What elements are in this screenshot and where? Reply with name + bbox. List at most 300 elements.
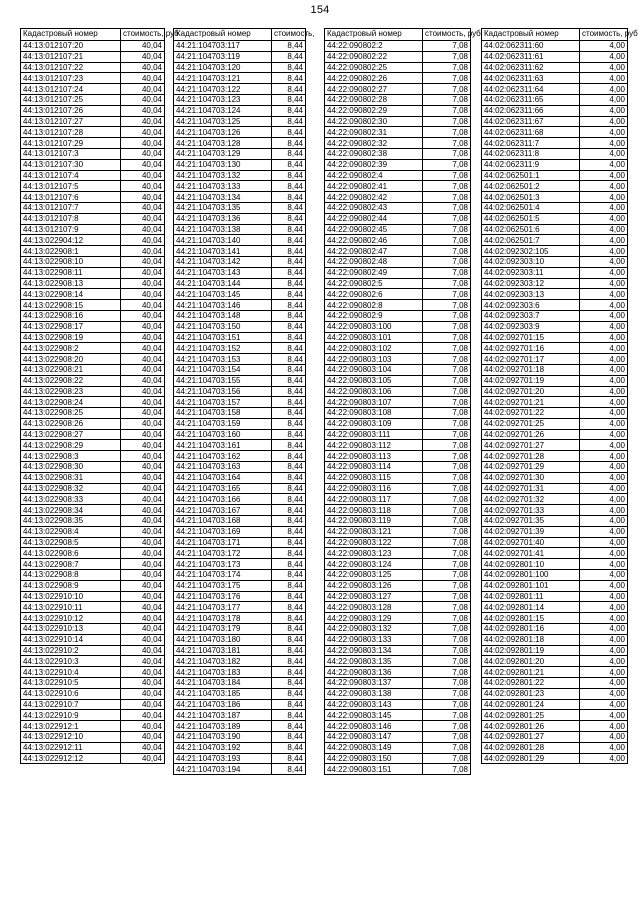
cost-cell: 40,04	[121, 138, 165, 149]
cost-cell: 4,00	[580, 278, 628, 289]
table-row	[21, 386, 165, 397]
table-row	[174, 570, 306, 581]
table-row	[174, 710, 306, 721]
cost-cell: 7,08	[423, 213, 471, 224]
cost-cell: 7,08	[423, 278, 471, 289]
table-row	[482, 278, 628, 289]
table-row	[21, 732, 165, 743]
table-row	[174, 472, 306, 483]
cost-cell: 7,08	[423, 62, 471, 73]
cadastral-number-cell: 44:13:022908:21	[21, 364, 121, 375]
table-row	[482, 170, 628, 181]
cadastral-number-cell: 44:13:022908:17	[21, 321, 121, 332]
table-row	[325, 591, 471, 602]
cadastral-number-cell: 44:21:104703:194	[174, 764, 272, 775]
cost-cell: 7,08	[423, 505, 471, 516]
cost-cell: 7,08	[423, 181, 471, 192]
table-row	[482, 462, 628, 473]
cadastral-number-cell: 44:22:090802:6	[325, 289, 423, 300]
table-row	[325, 721, 471, 732]
cost-cell: 4,00	[580, 472, 628, 483]
table-row	[21, 537, 165, 548]
table-row	[21, 678, 165, 689]
table-row	[174, 678, 306, 689]
table-row	[21, 505, 165, 516]
cost-cell: 40,04	[121, 418, 165, 429]
cadastral-number-cell: 44:13:022908:23	[21, 386, 121, 397]
table-row	[21, 321, 165, 332]
cadastral-number-cell: 44:22:090803:106	[325, 386, 423, 397]
cost-cell: 7,08	[423, 246, 471, 257]
cadastral-number-cell: 44:21:104703:193	[174, 753, 272, 764]
cadastral-number-cell: 44:13:012107:22	[21, 62, 121, 73]
cost-cell: 7,08	[423, 645, 471, 656]
cost-cell: 7,08	[423, 602, 471, 613]
cost-cell: 7,08	[423, 526, 471, 537]
table-row	[174, 732, 306, 743]
cadastral-number-cell: 44:02:092801:10	[482, 559, 580, 570]
cost-cell: 40,04	[121, 721, 165, 732]
cadastral-number-cell: 44:02:092801:11	[482, 591, 580, 602]
cadastral-number-cell: 44:21:104703:142	[174, 256, 272, 267]
table-row	[482, 505, 628, 516]
cost-cell: 8,44	[272, 343, 306, 354]
cadastral-number-cell: 44:21:104703:183	[174, 667, 272, 678]
table-row	[21, 375, 165, 386]
table-row	[482, 429, 628, 440]
cadastral-number-cell: 44:21:104703:182	[174, 656, 272, 667]
table-row	[21, 753, 165, 764]
cost-cell: 4,00	[580, 699, 628, 710]
cost-cell: 7,08	[423, 613, 471, 624]
cadastral-number-cell: 44:22:090803:136	[325, 667, 423, 678]
cost-cell: 7,08	[423, 667, 471, 678]
cost-cell: 4,00	[580, 62, 628, 73]
cost-cell: 8,44	[272, 235, 306, 246]
table-row	[174, 73, 306, 84]
cost-cell: 8,44	[272, 472, 306, 483]
cadastral-number-cell: 44:13:012107:24	[21, 84, 121, 95]
table-row	[21, 548, 165, 559]
cost-cell: 8,44	[272, 721, 306, 732]
cost-cell: 40,04	[121, 148, 165, 159]
cost-cell: 8,44	[272, 678, 306, 689]
table-row	[325, 170, 471, 181]
cost-cell: 8,44	[272, 764, 306, 775]
table-row	[21, 235, 165, 246]
table-row	[174, 559, 306, 570]
cadastral-number-cell: 44:21:104703:159	[174, 418, 272, 429]
table-row	[325, 710, 471, 721]
table-row	[482, 354, 628, 365]
cadastral-number-cell: 44:21:104703:153	[174, 354, 272, 365]
cost-cell: 7,08	[423, 418, 471, 429]
cadastral-number-cell: 44:02:092701:19	[482, 375, 580, 386]
table-row	[174, 753, 306, 764]
table-row	[482, 451, 628, 462]
cost-cell: 7,08	[423, 634, 471, 645]
cadastral-number-cell: 44:22:090803:126	[325, 580, 423, 591]
cadastral-number-cell: 44:22:090802:41	[325, 181, 423, 192]
cadastral-number-cell: 44:13:012107:9	[21, 224, 121, 235]
cost-cell: 40,04	[121, 332, 165, 343]
cadastral-number-cell: 44:13:022910:10	[21, 591, 121, 602]
cost-cell: 8,44	[272, 688, 306, 699]
cadastral-number-cell: 44:22:090803:128	[325, 602, 423, 613]
table-row	[325, 526, 471, 537]
cost-cell: 7,08	[423, 516, 471, 527]
table-row	[325, 516, 471, 527]
table-row	[174, 127, 306, 138]
table-row	[325, 116, 471, 127]
cost-cell: 7,08	[423, 289, 471, 300]
cost-cell: 8,44	[272, 451, 306, 462]
cadastral-number-cell: 44:22:090803:103	[325, 354, 423, 365]
table-row	[482, 613, 628, 624]
table-row	[21, 440, 165, 451]
cadastral-number-cell: 44:21:104703:135	[174, 202, 272, 213]
cadastral-number-cell: 44:21:104703:180	[174, 634, 272, 645]
cadastral-number-cell: 44:13:022908:24	[21, 397, 121, 408]
cadastral-number-cell: 44:02:092701:32	[482, 494, 580, 505]
table-row	[482, 192, 628, 203]
cost-cell: 8,44	[272, 645, 306, 656]
cost-cell: 4,00	[580, 235, 628, 246]
cost-cell: 4,00	[580, 170, 628, 181]
table-row	[21, 591, 165, 602]
table-row	[325, 699, 471, 710]
table-row	[482, 310, 628, 321]
cost-cell: 40,04	[121, 375, 165, 386]
cadastral-number-cell: 44:21:104703:146	[174, 300, 272, 311]
cadastral-number-cell: 44:02:092701:28	[482, 451, 580, 462]
table-row	[21, 202, 165, 213]
table-row	[482, 397, 628, 408]
cadastral-number-cell: 44:21:104703:161	[174, 440, 272, 451]
cost-cell: 7,08	[423, 408, 471, 419]
table-row	[325, 138, 471, 149]
cadastral-number-cell: 44:22:090802:8	[325, 300, 423, 311]
cadastral-number-cell: 44:22:090803:146	[325, 721, 423, 732]
table-row	[325, 94, 471, 105]
table-row	[325, 278, 471, 289]
cadastral-number-cell: 44:02:092701:21	[482, 397, 580, 408]
cost-cell: 8,44	[272, 300, 306, 311]
cost-cell: 40,04	[121, 397, 165, 408]
cadastral-number-cell: 44:02:092303:12	[482, 278, 580, 289]
cost-cell: 40,04	[121, 548, 165, 559]
cadastral-number-cell: 44:21:104703:148	[174, 310, 272, 321]
cost-cell: 7,08	[423, 235, 471, 246]
cadastral-number-cell: 44:21:104703:155	[174, 375, 272, 386]
table-row	[325, 732, 471, 743]
cadastral-number-cell: 44:02:062311:7	[482, 138, 580, 149]
cost-cell: 40,04	[121, 645, 165, 656]
cost-cell: 7,08	[423, 548, 471, 559]
table-row	[174, 418, 306, 429]
cadastral-number-cell: 44:13:022910:14	[21, 634, 121, 645]
cost-cell: 4,00	[580, 256, 628, 267]
cadastral-number-cell: 44:21:104703:144	[174, 278, 272, 289]
table-row	[21, 300, 165, 311]
cost-cell: 4,00	[580, 559, 628, 570]
cost-cell: 4,00	[580, 591, 628, 602]
cadastral-number-cell: 44:13:022908:13	[21, 278, 121, 289]
table-row	[21, 602, 165, 613]
table-row	[482, 202, 628, 213]
cadastral-number-cell: 44:02:092801:101	[482, 580, 580, 591]
cadastral-number-cell: 44:13:022908:8	[21, 570, 121, 581]
cadastral-number-cell: 44:02:092801:22	[482, 678, 580, 689]
cost-cell: 7,08	[423, 732, 471, 743]
table-row	[325, 472, 471, 483]
table-row	[174, 440, 306, 451]
cadastral-number-cell: 44:02:092302:105	[482, 246, 580, 257]
table-row	[325, 494, 471, 505]
cost-cell: 4,00	[580, 505, 628, 516]
table-row	[21, 483, 165, 494]
cost-cell: 8,44	[272, 699, 306, 710]
cadastral-number-cell: 44:22:090802:5	[325, 278, 423, 289]
cost-cell: 40,04	[121, 613, 165, 624]
cost-cell: 7,08	[423, 494, 471, 505]
cadastral-number-cell: 44:02:092801:14	[482, 602, 580, 613]
cost-cell: 4,00	[580, 148, 628, 159]
table-row	[325, 429, 471, 440]
cadastral-number-cell: 44:02:092701:18	[482, 364, 580, 375]
table-row	[325, 354, 471, 365]
table-row	[21, 41, 165, 52]
cadastral-number-cell: 44:22:090802:29	[325, 105, 423, 116]
table-row	[325, 451, 471, 462]
cadastral-number-cell: 44:21:104703:167	[174, 505, 272, 516]
cadastral-number-cell: 44:22:090802:44	[325, 213, 423, 224]
table-row	[482, 105, 628, 116]
table-row	[174, 343, 306, 354]
table-row	[325, 397, 471, 408]
table-row	[482, 753, 628, 764]
cadastral-number-cell: 44:22:090803:151	[325, 764, 423, 775]
cost-cell: 7,08	[423, 451, 471, 462]
table-row	[482, 138, 628, 149]
table-row	[21, 116, 165, 127]
cost-cell: 4,00	[580, 418, 628, 429]
cost-cell: 4,00	[580, 570, 628, 581]
cost-cell: 40,04	[121, 278, 165, 289]
cost-cell: 4,00	[580, 105, 628, 116]
cadastral-number-cell: 44:22:090803:113	[325, 451, 423, 462]
table-row	[325, 224, 471, 235]
cadastral-number-cell: 44:21:104703:132	[174, 170, 272, 181]
table-row	[325, 742, 471, 753]
cost-cell: 40,04	[121, 310, 165, 321]
cost-cell: 4,00	[580, 375, 628, 386]
cost-cell: 8,44	[272, 321, 306, 332]
cadastral-number-cell: 44:22:090803:133	[325, 634, 423, 645]
cost-cell: 4,00	[580, 267, 628, 278]
table-row	[325, 148, 471, 159]
table-row	[21, 73, 165, 84]
cost-cell: 40,04	[121, 688, 165, 699]
cadastral-number-cell: 44:02:092303:13	[482, 289, 580, 300]
cadastral-number-cell: 44:21:104703:190	[174, 732, 272, 743]
cadastral-number-cell: 44:21:104703:158	[174, 408, 272, 419]
cadastral-number-cell: 44:02:062501:5	[482, 213, 580, 224]
cost-cell: 40,04	[121, 170, 165, 181]
cost-cell: 40,04	[121, 570, 165, 581]
cost-cell: 7,08	[423, 462, 471, 473]
cost-cell: 4,00	[580, 537, 628, 548]
table-row	[482, 656, 628, 667]
cadastral-number-cell: 44:13:022908:9	[21, 580, 121, 591]
cost-cell: 8,44	[272, 418, 306, 429]
cost-cell: 8,44	[272, 148, 306, 159]
table-row	[21, 224, 165, 235]
cadastral-number-cell: 44:21:104703:160	[174, 429, 272, 440]
table-row	[482, 559, 628, 570]
cost-cell: 40,04	[121, 678, 165, 689]
table-row	[21, 397, 165, 408]
cadastral-number-cell: 44:02:062501:4	[482, 202, 580, 213]
cadastral-number-cell: 44:02:092801:27	[482, 732, 580, 743]
table-row	[174, 62, 306, 73]
cost-cell: 4,00	[580, 41, 628, 52]
cost-cell: 4,00	[580, 688, 628, 699]
cost-cell: 4,00	[580, 224, 628, 235]
cost-cell: 7,08	[423, 537, 471, 548]
table-row	[482, 591, 628, 602]
cost-cell: 8,44	[272, 310, 306, 321]
cost-cell: 40,04	[121, 321, 165, 332]
cadastral-number-cell: 44:02:062311:66	[482, 105, 580, 116]
cadastral-number-cell: 44:02:092701:40	[482, 537, 580, 548]
cadastral-number-cell: 44:22:090802:32	[325, 138, 423, 149]
cadastral-number-cell: 44:02:092801:26	[482, 721, 580, 732]
cadastral-number-cell: 44:02:092701:22	[482, 408, 580, 419]
table-row	[482, 494, 628, 505]
cost-cell: 40,04	[121, 429, 165, 440]
table-row	[174, 613, 306, 624]
cost-cell: 7,08	[423, 94, 471, 105]
table-row	[21, 148, 165, 159]
cadastral-number-cell: 44:22:090803:129	[325, 613, 423, 624]
cadastral-number-cell: 44:13:012107:25	[21, 94, 121, 105]
table-row	[325, 386, 471, 397]
table-row	[21, 246, 165, 257]
cadastral-number-cell: 44:22:090802:48	[325, 256, 423, 267]
cost-cell: 7,08	[423, 51, 471, 62]
cost-cell: 7,08	[423, 321, 471, 332]
cadastral-number-cell: 44:13:022908:35	[21, 516, 121, 527]
cost-cell: 4,00	[580, 343, 628, 354]
table-row	[21, 494, 165, 505]
cost-cell: 4,00	[580, 192, 628, 203]
cadastral-number-cell: 44:13:022910:3	[21, 656, 121, 667]
cost-cell: 4,00	[580, 213, 628, 224]
cadastral-number-cell: 44:21:104703:181	[174, 645, 272, 656]
cadastral-number-cell: 44:02:062311:63	[482, 73, 580, 84]
cadastral-number-cell: 44:22:090803:138	[325, 688, 423, 699]
table-row	[325, 570, 471, 581]
table-row	[174, 451, 306, 462]
cost-cell: 8,44	[272, 602, 306, 613]
table-row	[21, 472, 165, 483]
table-row	[325, 159, 471, 170]
cadastral-number-cell: 44:02:092701:25	[482, 418, 580, 429]
table-row	[174, 84, 306, 95]
table-row	[174, 386, 306, 397]
table-row	[482, 699, 628, 710]
cost-cell: 40,04	[121, 94, 165, 105]
cost-cell: 7,08	[423, 624, 471, 635]
page-number: 154	[310, 4, 330, 16]
cost-cell: 40,04	[121, 440, 165, 451]
cost-cell: 8,44	[272, 246, 306, 257]
cadastral-number-cell: 44:02:062311:8	[482, 148, 580, 159]
cadastral-number-cell: 44:13:022908:22	[21, 375, 121, 386]
cadastral-number-cell: 44:21:104703:128	[174, 138, 272, 149]
cost-cell: 8,44	[272, 289, 306, 300]
cadastral-number-cell: 44:13:012107:20	[21, 41, 121, 52]
cadastral-number-cell: 44:02:062501:1	[482, 170, 580, 181]
table-row	[482, 526, 628, 537]
table-row	[21, 408, 165, 419]
cadastral-number-cell: 44:02:092801:24	[482, 699, 580, 710]
cost-cell: 8,44	[272, 440, 306, 451]
cost-cell: 8,44	[272, 753, 306, 764]
table-row	[174, 148, 306, 159]
cadastral-number-cell: 44:02:092801:16	[482, 624, 580, 635]
cadastral-number-cell: 44:13:022908:5	[21, 537, 121, 548]
cadastral-number-cell: 44:02:092701:17	[482, 354, 580, 365]
cost-cell: 8,44	[272, 656, 306, 667]
cost-cell: 4,00	[580, 656, 628, 667]
table-row	[21, 429, 165, 440]
cadastral-number-cell: 44:22:090802:30	[325, 116, 423, 127]
table-row	[174, 105, 306, 116]
cadastral-number-cell: 44:13:022910:2	[21, 645, 121, 656]
table-row	[325, 84, 471, 95]
cost-cell: 8,44	[272, 159, 306, 170]
cadastral-number-cell: 44:02:092701:39	[482, 526, 580, 537]
cadastral-number-cell: 44:13:022908:16	[21, 310, 121, 321]
table-row	[21, 138, 165, 149]
cost-cell: 4,00	[580, 613, 628, 624]
cost-cell: 7,08	[423, 721, 471, 732]
cadastral-table-2	[173, 28, 315, 775]
cost-cell: 8,44	[272, 84, 306, 95]
cadastral-number-cell: 44:02:092303:10	[482, 256, 580, 267]
cadastral-number-cell: 44:21:104703:185	[174, 688, 272, 699]
cadastral-number-cell: 44:21:104703:119	[174, 51, 272, 62]
cost-cell: 4,00	[580, 408, 628, 419]
table-row	[174, 764, 306, 775]
table-row	[174, 181, 306, 192]
cost-cell: 40,04	[121, 494, 165, 505]
cadastral-number-cell: 44:22:090803:123	[325, 548, 423, 559]
cost-cell: 7,08	[423, 688, 471, 699]
cadastral-number-cell: 44:22:090803:134	[325, 645, 423, 656]
table-row	[21, 213, 165, 224]
cost-cell: 4,00	[580, 516, 628, 527]
cadastral-number-cell: 44:02:062311:62	[482, 62, 580, 73]
cadastral-number-cell: 44:21:104703:162	[174, 451, 272, 462]
cadastral-number-cell: 44:21:104703:187	[174, 710, 272, 721]
cadastral-number-cell: 44:13:022912:10	[21, 732, 121, 743]
cost-cell: 7,08	[423, 354, 471, 365]
cost-cell: 8,44	[272, 354, 306, 365]
cadastral-number-cell: 44:13:012107:27	[21, 116, 121, 127]
